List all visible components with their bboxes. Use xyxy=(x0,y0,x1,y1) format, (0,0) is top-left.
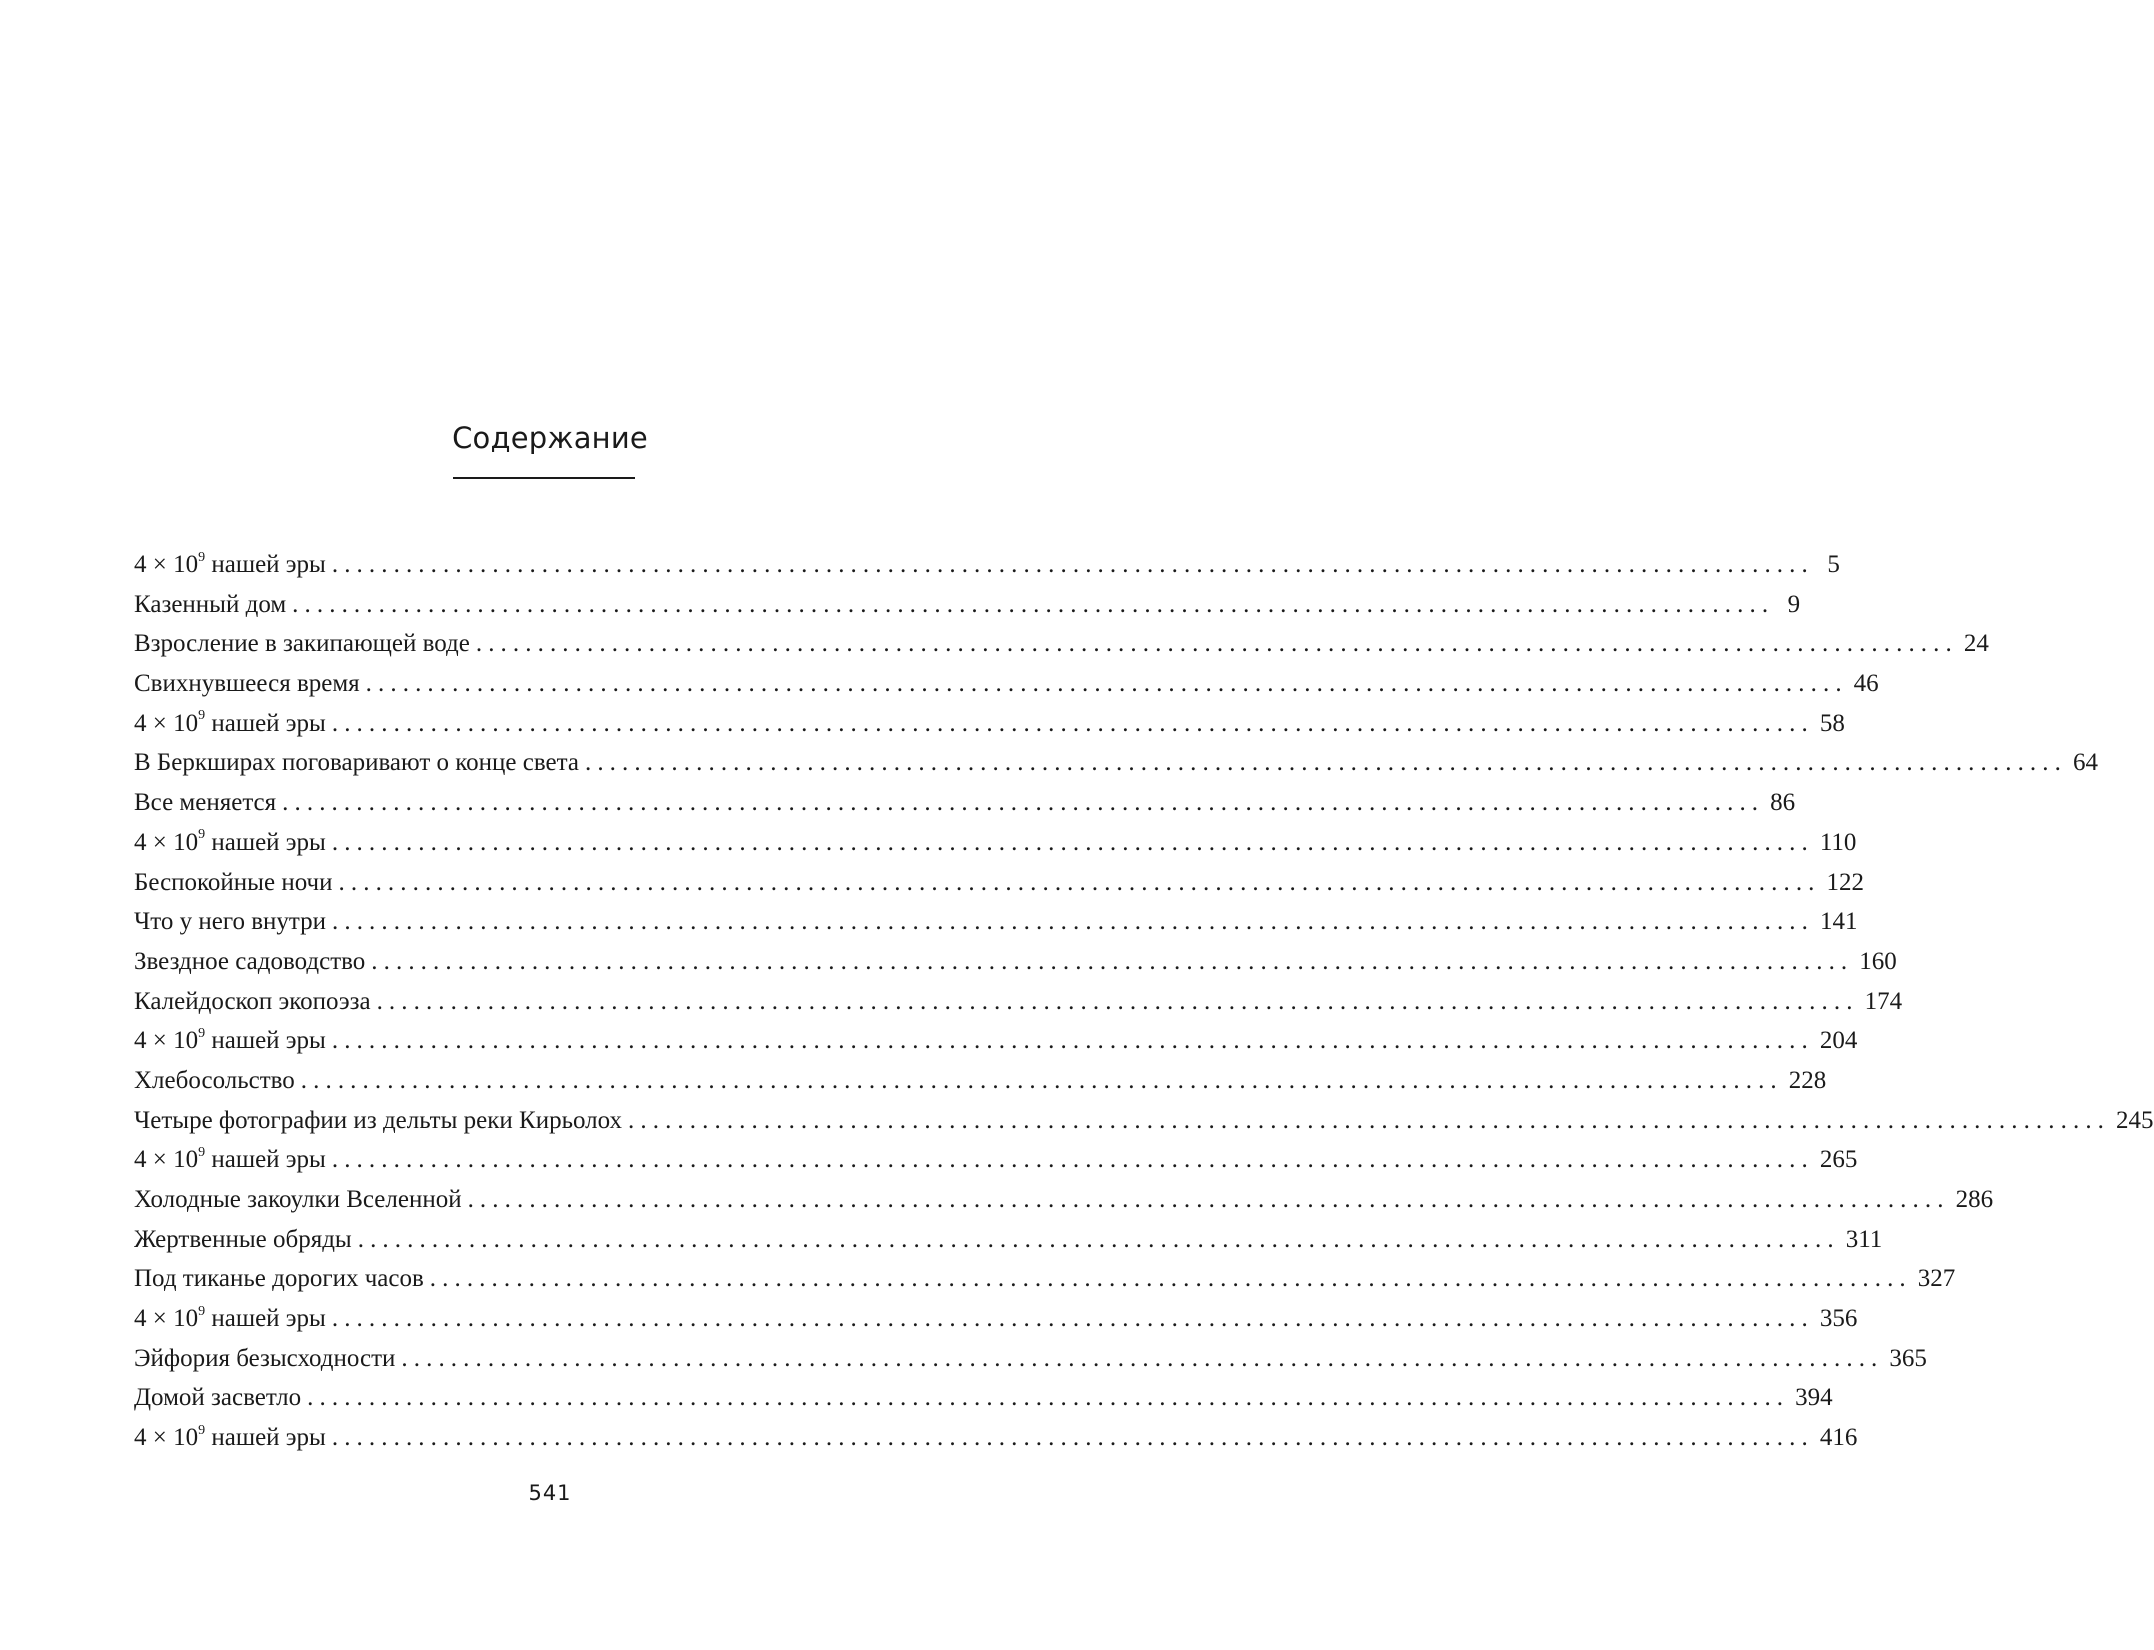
toc-entry[interactable] xyxy=(134,902,1858,942)
toc-dot-leader: ........................................................................................................................ xyxy=(331,551,1814,578)
toc-entry-exponent: 9 xyxy=(198,1422,206,1438)
toc-dot-leader: ........................................................................................................................ xyxy=(628,1106,2111,1134)
toc-entry-page: 9 xyxy=(1787,590,1801,618)
toc-entry-page: 327 xyxy=(1917,1265,1956,1293)
toc-entry[interactable] xyxy=(134,1021,1858,1061)
toc-entry[interactable] xyxy=(134,1299,1858,1339)
toc-entry-page: 110 xyxy=(1819,828,1857,856)
toc-dot-leader: ........................................................................................................................ xyxy=(365,670,1848,698)
toc-entry-title: Калейдоскоп экопоэза xyxy=(134,987,371,1015)
toc-entry[interactable] xyxy=(134,1101,2154,1141)
toc-entry[interactable] xyxy=(134,863,1865,903)
toc-entry[interactable] xyxy=(134,942,1897,982)
toc-entry[interactable] xyxy=(134,585,1801,625)
toc-entry-title: Взросление в закипающей воде xyxy=(134,630,470,658)
toc-entry[interactable] xyxy=(134,1339,1927,1379)
toc-entry-page: 24 xyxy=(1963,630,1989,658)
toc-entry-title: $4 \times 10^9$ нашей эры xyxy=(134,827,326,856)
toc-entry-page: 356 xyxy=(1819,1305,1858,1333)
toc-entry-title: Хлебосольство xyxy=(134,1066,295,1094)
toc-entry-title: Что у него внутри xyxy=(134,908,326,936)
toc-entry-title: Жертвенные обряды xyxy=(134,1225,352,1253)
toc-dot-leader: ........................................................................................................................ xyxy=(429,1265,1912,1293)
toc-entry-page: 5 xyxy=(1827,551,1840,578)
table-of-contents xyxy=(134,545,2154,1458)
toc-entry[interactable] xyxy=(134,664,1879,704)
toc-entry-page: 311 xyxy=(1845,1225,1883,1253)
toc-entry[interactable] xyxy=(134,1418,1858,1458)
toc-entry-page: 122 xyxy=(1826,868,1865,896)
toc-entry-title: Беспокойные ночи xyxy=(134,868,333,896)
toc-entry-page: 58 xyxy=(1819,709,1845,737)
toc-entry[interactable] xyxy=(134,823,1857,863)
toc-entry[interactable] xyxy=(134,704,1845,744)
toc-entry-exponent: 9 xyxy=(198,1025,206,1041)
toc-entry-page: 228 xyxy=(1788,1066,1827,1094)
toc-entry-page: 64 xyxy=(2072,749,2098,777)
toc-entry[interactable] xyxy=(134,743,2098,783)
toc-entry-exponent: 9 xyxy=(198,1303,206,1319)
toc-entry[interactable] xyxy=(134,783,1796,823)
page-number: 541 xyxy=(528,1481,572,1505)
toc-entry-title: В Беркширах поговаривают о конце света xyxy=(134,749,579,777)
toc-entry[interactable] xyxy=(134,624,1989,664)
toc-dot-leader: ........................................................................................................................ xyxy=(331,1305,1814,1333)
toc-entry-title: Казенный дом xyxy=(134,590,287,618)
toc-entry-page: 141 xyxy=(1820,908,1858,936)
toc-entry[interactable] xyxy=(134,1180,1994,1220)
toc-entry-title: $4 \times 10^9$ нашей эры xyxy=(134,1025,326,1055)
toc-entry-title: $4 \times 10^9$ нашей эры xyxy=(134,1144,326,1174)
toc-entry[interactable] xyxy=(134,1061,1827,1101)
toc-entry-title: Под тиканье дорогих часов xyxy=(134,1265,424,1293)
toc-entry-title: $4 \times 10^9$ нашей эры xyxy=(134,549,326,578)
toc-dot-leader: ........................................................................................................................ xyxy=(331,709,1814,737)
toc-entry-page: 174 xyxy=(1864,987,1903,1015)
toc-entry-page: 160 xyxy=(1859,947,1897,975)
toc-dot-leader: ........................................................................................................................ xyxy=(282,789,1765,817)
toc-entry-page: 265 xyxy=(1819,1146,1858,1174)
toc-dot-leader: ........................................................................................................................ xyxy=(332,908,1814,936)
toc-entry-page: 245 xyxy=(2116,1106,2154,1134)
toc-entry[interactable] xyxy=(134,1259,1956,1299)
toc-entry-title: Четыре фотографии из дельты реки Кирьолох xyxy=(134,1106,623,1134)
toc-dot-leader: ........................................................................................................................ xyxy=(584,749,2067,777)
toc-entry[interactable] xyxy=(134,1220,1883,1260)
toc-entry[interactable] xyxy=(134,982,1903,1022)
toc-entry-page: 46 xyxy=(1853,670,1879,698)
toc-dot-leader: ........................................................................................................................ xyxy=(357,1225,1840,1253)
toc-dot-leader: ........................................................................................................................ xyxy=(331,1424,1814,1452)
toc-dot-leader: ........................................................................................................................ xyxy=(292,590,1775,618)
toc-dot-leader: ........................................................................................................................ xyxy=(331,828,1814,856)
toc-entry-page: 416 xyxy=(1819,1424,1858,1452)
toc-entry-title: Звездное садоводство xyxy=(134,947,366,975)
toc-entry-page: 86 xyxy=(1770,789,1796,817)
toc-entry-title: Холодные закоулки Вселенной xyxy=(134,1186,462,1213)
toc-entry-title: $4 \times 10^9$ нашей эры xyxy=(134,1422,326,1452)
toc-entry-page: 365 xyxy=(1889,1344,1927,1372)
toc-entry-page: 204 xyxy=(1819,1027,1858,1055)
toc-entry[interactable] xyxy=(134,1378,1833,1418)
toc-entry-title: Все меняется xyxy=(134,789,277,817)
toc-dot-leader: ........................................................................................................................ xyxy=(300,1066,1783,1094)
toc-dot-leader: ........................................................................................................................ xyxy=(331,1146,1814,1174)
toc-dot-leader: ........................................................................................................................ xyxy=(401,1344,1884,1372)
toc-dot-leader: ........................................................................................................................ xyxy=(376,987,1859,1015)
toc-entry-title: $4 \times 10^9$ нашей эры xyxy=(134,1303,326,1333)
toc-entry[interactable] xyxy=(134,1140,1858,1180)
toc-entry-exponent: 9 xyxy=(198,708,206,724)
toc-entry[interactable] xyxy=(134,545,1840,585)
title-underline xyxy=(453,477,635,479)
toc-entry-title: Свихнувшееся время xyxy=(134,670,360,698)
page-title: Содержание xyxy=(452,421,648,455)
toc-entry-page: 286 xyxy=(1955,1186,1994,1213)
toc-entry-title: Эйфория безысходности xyxy=(134,1344,396,1372)
toc-entry-exponent: 9 xyxy=(198,549,206,565)
toc-entry-exponent: 9 xyxy=(198,827,206,843)
toc-dot-leader: ........................................................................................................................ xyxy=(371,947,1854,975)
toc-dot-leader: ........................................................................................................................ xyxy=(338,868,1821,896)
toc-entry-page: 394 xyxy=(1795,1384,1833,1412)
toc-dot-leader: ........................................................................................................................ xyxy=(307,1384,1790,1412)
toc-dot-leader: ........................................................................................................................ xyxy=(467,1186,1950,1213)
toc-entry-title: $4 \times 10^9$ нашей эры xyxy=(134,708,326,737)
toc-entry-title: Домой засветло xyxy=(134,1384,302,1412)
toc-entry-exponent: 9 xyxy=(198,1144,206,1160)
toc-dot-leader: ........................................................................................................................ xyxy=(475,630,1958,658)
toc-dot-leader: ........................................................................................................................ xyxy=(331,1027,1814,1055)
